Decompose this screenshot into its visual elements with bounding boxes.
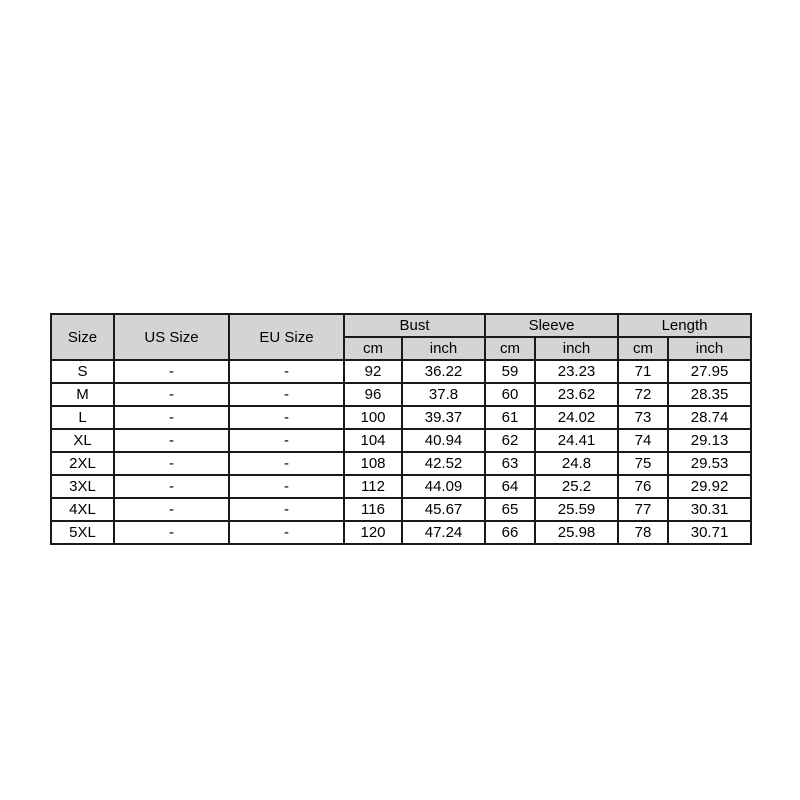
cell-length-inch: 28.35: [668, 383, 751, 406]
cell-sleeve-inch: 24.41: [535, 429, 618, 452]
cell-size: 4XL: [51, 498, 114, 521]
cell-size: XL: [51, 429, 114, 452]
cell-eu-size: -: [229, 406, 344, 429]
cell-length-cm: 73: [618, 406, 668, 429]
cell-length-inch: 29.92: [668, 475, 751, 498]
cell-sleeve-cm: 60: [485, 383, 535, 406]
cell-sleeve-cm: 63: [485, 452, 535, 475]
table-body: [51, 360, 751, 544]
cell-bust-inch: 37.8: [402, 383, 485, 406]
cell-length-cm: 75: [618, 452, 668, 475]
cell-length-inch: 29.53: [668, 452, 751, 475]
cell-length-cm: 74: [618, 429, 668, 452]
table-row: [51, 360, 751, 383]
cell-length-inch: 30.71: [668, 521, 751, 544]
cell-bust-inch: 47.24: [402, 521, 485, 544]
cell-length-cm: 77: [618, 498, 668, 521]
cell-length-cm: 72: [618, 383, 668, 406]
cell-length-inch: 28.74: [668, 406, 751, 429]
cell-sleeve-inch: 25.2: [535, 475, 618, 498]
cell-length-cm: 71: [618, 360, 668, 383]
cell-us-size: -: [114, 521, 229, 544]
table-header: [51, 314, 751, 360]
table-row: [51, 452, 751, 475]
cell-size: 2XL: [51, 452, 114, 475]
cell-eu-size: -: [229, 452, 344, 475]
table-row: [51, 383, 751, 406]
cell-bust-inch: 42.52: [402, 452, 485, 475]
unit-bust-inch: inch: [402, 337, 485, 360]
cell-size: 5XL: [51, 521, 114, 544]
cell-sleeve-cm: 66: [485, 521, 535, 544]
table-row: [51, 498, 751, 521]
header-bust: Bust: [344, 314, 485, 337]
unit-sleeve-inch: inch: [535, 337, 618, 360]
cell-eu-size: -: [229, 498, 344, 521]
cell-eu-size: -: [229, 383, 344, 406]
cell-bust-cm: 108: [344, 452, 402, 475]
cell-us-size: -: [114, 406, 229, 429]
cell-sleeve-cm: 64: [485, 475, 535, 498]
cell-us-size: -: [114, 498, 229, 521]
header-eu-size: EU Size: [229, 314, 344, 360]
cell-eu-size: -: [229, 360, 344, 383]
table-row: [51, 429, 751, 452]
cell-sleeve-inch: 25.98: [535, 521, 618, 544]
cell-bust-cm: 92: [344, 360, 402, 383]
header-group-row: [51, 314, 751, 337]
cell-us-size: -: [114, 452, 229, 475]
table-row: [51, 475, 751, 498]
cell-sleeve-inch: 23.23: [535, 360, 618, 383]
cell-sleeve-cm: 61: [485, 406, 535, 429]
cell-bust-cm: 100: [344, 406, 402, 429]
unit-length-cm: cm: [618, 337, 668, 360]
cell-sleeve-inch: 24.8: [535, 452, 618, 475]
unit-bust-cm: cm: [344, 337, 402, 360]
unit-length-inch: inch: [668, 337, 751, 360]
header-sleeve: Sleeve: [485, 314, 618, 337]
cell-length-cm: 76: [618, 475, 668, 498]
cell-sleeve-inch: 25.59: [535, 498, 618, 521]
cell-size: S: [51, 360, 114, 383]
cell-bust-cm: 96: [344, 383, 402, 406]
table-row: [51, 406, 751, 429]
cell-us-size: -: [114, 360, 229, 383]
cell-length-inch: 29.13: [668, 429, 751, 452]
header-size: Size: [51, 314, 114, 360]
table-row: [51, 521, 751, 544]
header-us-size: US Size: [114, 314, 229, 360]
cell-bust-cm: 112: [344, 475, 402, 498]
cell-sleeve-inch: 24.02: [535, 406, 618, 429]
cell-size: 3XL: [51, 475, 114, 498]
cell-bust-inch: 36.22: [402, 360, 485, 383]
cell-eu-size: -: [229, 521, 344, 544]
cell-eu-size: -: [229, 429, 344, 452]
cell-bust-inch: 39.37: [402, 406, 485, 429]
cell-bust-cm: 116: [344, 498, 402, 521]
cell-bust-inch: 40.94: [402, 429, 485, 452]
unit-sleeve-cm: cm: [485, 337, 535, 360]
cell-us-size: -: [114, 429, 229, 452]
cell-bust-inch: 44.09: [402, 475, 485, 498]
cell-eu-size: -: [229, 475, 344, 498]
cell-size: L: [51, 406, 114, 429]
header-length: Length: [618, 314, 751, 337]
cell-bust-cm: 120: [344, 521, 402, 544]
cell-length-inch: 30.31: [668, 498, 751, 521]
cell-sleeve-cm: 65: [485, 498, 535, 521]
cell-us-size: -: [114, 475, 229, 498]
cell-length-cm: 78: [618, 521, 668, 544]
cell-length-inch: 27.95: [668, 360, 751, 383]
size-chart-table: [50, 313, 752, 545]
cell-sleeve-cm: 59: [485, 360, 535, 383]
cell-bust-cm: 104: [344, 429, 402, 452]
cell-sleeve-cm: 62: [485, 429, 535, 452]
cell-bust-inch: 45.67: [402, 498, 485, 521]
cell-sleeve-inch: 23.62: [535, 383, 618, 406]
cell-us-size: -: [114, 383, 229, 406]
cell-size: M: [51, 383, 114, 406]
